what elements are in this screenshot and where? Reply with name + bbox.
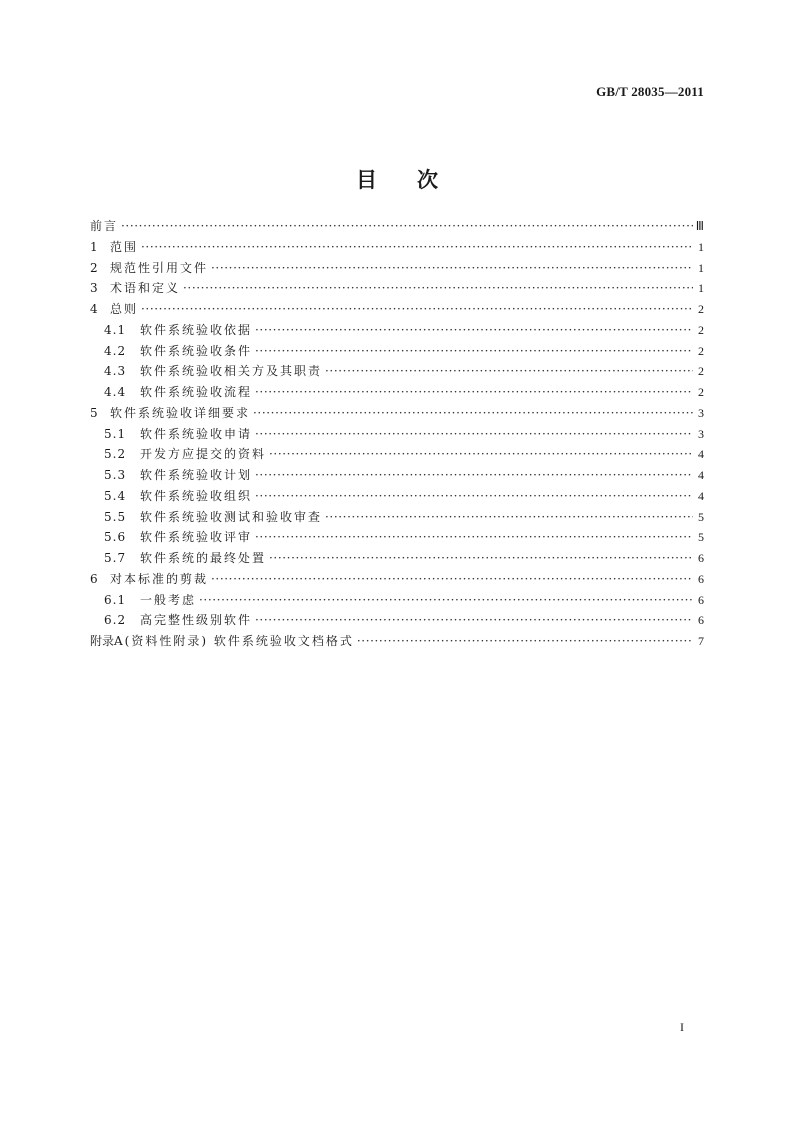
toc-leader-dots — [255, 610, 693, 631]
toc-entry-label: 软件系统验收组织 — [140, 488, 253, 503]
toc-entry[interactable] — [90, 569, 704, 590]
toc-entry[interactable] — [90, 403, 704, 424]
toc-entry[interactable] — [90, 320, 704, 341]
toc-entry-label: 软件系统验收详细要求 — [110, 405, 251, 420]
toc-entry-page: 6 — [698, 551, 704, 565]
toc-entry-page: 6 — [698, 613, 704, 628]
toc-entry-number: 5.1 — [104, 426, 127, 441]
toc-entry-page: 7 — [698, 634, 704, 648]
toc-entry-number: 4.2 — [104, 343, 127, 358]
toc-entry-label: (资料性附录) 软件系统验收文档格式 — [124, 634, 354, 648]
toc-leader-dots — [255, 320, 693, 341]
toc-entry-page: 3 — [698, 405, 704, 420]
toc-leader-dots — [253, 403, 693, 424]
toc-entry-page: 6 — [698, 592, 704, 607]
toc-entry[interactable] — [90, 631, 704, 652]
toc-entry[interactable] — [90, 590, 704, 611]
toc-entry-label: 软件系统验收评审 — [140, 530, 253, 545]
standard-code: GB/T 28035—2011 — [596, 84, 704, 99]
toc-entry-page: 5 — [698, 530, 704, 545]
toc-entry[interactable] — [90, 361, 704, 382]
toc-entry[interactable] — [90, 341, 704, 362]
toc-entry[interactable] — [90, 610, 704, 631]
toc-entry-page: 1 — [698, 281, 704, 296]
toc-entry-page: 2 — [698, 302, 704, 316]
toc-entry-page: 6 — [698, 571, 704, 586]
toc-entry-label: 软件系统验收条件 — [140, 343, 253, 358]
toc-entry-number: 5.2 — [104, 447, 127, 462]
toc-entry-page: 4 — [698, 488, 704, 503]
toc-leader-dots — [325, 361, 693, 382]
toc-entry-number: 4.3 — [104, 364, 127, 379]
table-of-contents — [90, 216, 704, 652]
toc-entry[interactable] — [90, 278, 704, 299]
toc-entry[interactable] — [90, 382, 704, 403]
toc-entry-label: 总则 — [110, 302, 139, 316]
toc-entry-page: 2 — [698, 364, 704, 379]
toc-entry-number: 2 — [90, 260, 98, 275]
toc-entry-label: 高完整性级别软件 — [140, 613, 253, 628]
toc-entry[interactable] — [90, 299, 704, 320]
toc-entry-number: 附录A — [90, 634, 123, 648]
toc-entry-page: 1 — [698, 239, 704, 254]
toc-entry[interactable] — [90, 507, 704, 528]
toc-leader-dots — [121, 216, 693, 237]
toc-entry-label: 一般考虑 — [140, 592, 197, 607]
toc-leader-dots — [255, 465, 693, 486]
toc-entry[interactable] — [90, 465, 704, 486]
toc-entry-page: 4 — [698, 468, 704, 482]
toc-entry[interactable] — [90, 258, 704, 279]
toc-entry-label: 前言 — [90, 219, 119, 233]
toc-entry-page: 5 — [698, 509, 704, 524]
toc-entry-number: 4.1 — [104, 322, 127, 337]
toc-leader-dots — [255, 382, 693, 403]
toc-leader-dots — [255, 486, 693, 507]
toc-entry-page: 4 — [698, 447, 704, 462]
toc-entry-label: 软件系统验收相关方及其职责 — [140, 364, 323, 379]
toc-entry-number: 4.4 — [104, 385, 127, 399]
toc-leader-dots — [211, 258, 693, 279]
toc-leader-dots — [141, 299, 693, 320]
toc-entry[interactable] — [90, 216, 704, 237]
toc-entry-number: 1 — [90, 239, 98, 254]
toc-leader-dots — [183, 278, 693, 299]
toc-entry-page: 2 — [698, 385, 704, 399]
toc-entry-number: 5.4 — [104, 488, 127, 503]
toc-entry-label: 软件系统验收依据 — [140, 322, 253, 337]
toc-entry[interactable] — [90, 527, 704, 548]
toc-leader-dots — [255, 341, 693, 362]
toc-entry[interactable] — [90, 424, 704, 445]
toc-entry[interactable] — [90, 548, 704, 569]
toc-entry-label: 软件系统验收测试和验收审查 — [140, 509, 323, 524]
toc-entry-number: 5.6 — [104, 530, 127, 545]
toc-entry-page: 2 — [698, 322, 704, 337]
toc-entry-number: 5.5 — [104, 509, 127, 524]
toc-entry-label: 软件系统验收计划 — [140, 468, 253, 482]
toc-entry[interactable] — [90, 486, 704, 507]
toc-leader-dots — [269, 444, 693, 465]
toc-entry[interactable] — [90, 237, 704, 258]
toc-entry-number: 6 — [90, 571, 98, 586]
toc-entry-number: 5 — [90, 405, 98, 420]
toc-leader-dots — [211, 569, 693, 590]
toc-leader-dots — [199, 590, 693, 611]
toc-entry-label: 对本标准的剪裁 — [110, 571, 209, 586]
toc-entry-page: Ⅲ — [695, 219, 704, 233]
toc-entry-number: 5.7 — [104, 551, 127, 565]
toc-entry-label: 软件系统验收申请 — [140, 426, 253, 441]
toc-entry-number: 3 — [90, 281, 98, 296]
toc-leader-dots — [269, 548, 693, 569]
toc-entry-label: 软件系统的最终处置 — [140, 551, 267, 565]
toc-entry-number: 6.2 — [104, 613, 127, 628]
footer-page-number: I — [680, 1020, 684, 1034]
toc-entry-page: 3 — [698, 426, 704, 441]
toc-entry-label: 软件系统验收流程 — [140, 385, 253, 399]
toc-leader-dots — [141, 237, 693, 258]
toc-leader-dots — [357, 631, 693, 652]
toc-entry-number: 6.1 — [104, 592, 127, 607]
toc-leader-dots — [255, 527, 693, 548]
toc-entry-label: 规范性引用文件 — [110, 260, 209, 275]
toc-leader-dots — [325, 507, 693, 528]
toc-entry-label: 术语和定义 — [110, 281, 181, 296]
toc-entry[interactable] — [90, 444, 704, 465]
toc-entry-page: 1 — [698, 260, 704, 275]
toc-entry-label: 范围 — [110, 239, 139, 254]
page-title: 目次 — [356, 168, 478, 193]
toc-entry-number: 5.3 — [104, 468, 127, 482]
toc-entry-page: 2 — [698, 343, 704, 358]
toc-leader-dots — [255, 424, 693, 445]
toc-entry-number: 4 — [90, 302, 98, 316]
toc-entry-label: 开发方应提交的资料 — [140, 447, 267, 462]
